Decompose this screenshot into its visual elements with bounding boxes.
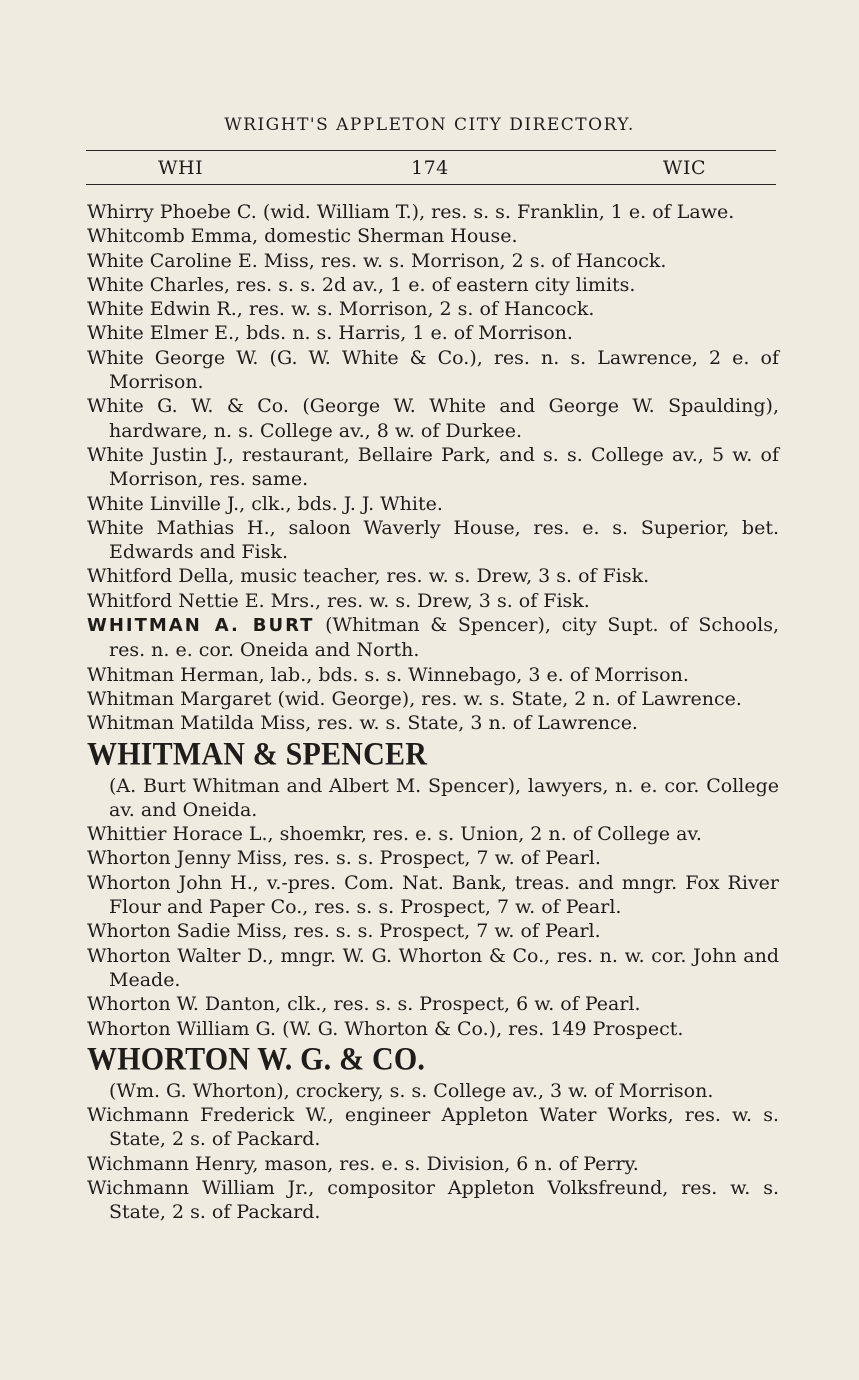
- display-heading: WHORTON W. G. & CO.: [87, 1040, 426, 1077]
- directory-entry: White Justin J., restaurant, Bellaire Park, and s. s. College av., 5 w. of Morrison, res. same.: [87, 443, 779, 491]
- guide-word-left: WHI: [158, 157, 204, 179]
- directory-entries: [87, 200, 779, 1225]
- directory-entry-featured: [87, 613, 779, 663]
- guide-word-right: WIC: [662, 157, 706, 179]
- guide-row: [86, 155, 776, 183]
- page-number: 174: [411, 157, 449, 179]
- display-entry-text: (A. Burt Whitman and Albert M. Spencer), lawyers, n. e. cor. College av. and Oneida.: [109, 774, 779, 821]
- directory-entry: Whorton Sadie Miss, res. s. s. Prospect, 7 w. of Pearl.: [87, 920, 601, 943]
- directory-entry: White Charles, res. s. s. 2d av., 1 e. of eastern city limits.: [87, 273, 636, 296]
- directory-entry: Whittier Horace L., shoemkr, res. e. s. Union, 2 n. of College av.: [87, 823, 702, 846]
- directory-entry: Whorton William G. (W. G. Whorton & Co.), res. 149 Prospect.: [87, 1017, 684, 1040]
- directory-entry: Whitman Margaret (wid. George), res. w. s. State, 2 n. of Lawrence.: [87, 687, 742, 710]
- directory-entry: Whorton Walter D., mngr. W. G. Whorton & Co., res. n. w. cor. John and Meade.: [87, 944, 779, 991]
- directory-entry: Whitford Della, music teacher, res. w. s. Drew, 3 s. of Fisk.: [87, 565, 650, 588]
- header-rule-bottom: [86, 184, 776, 185]
- directory-entry: Whirry Phoebe C. (wid. William T.), res. s. s. Franklin, 1 e. of Lawe.: [87, 201, 735, 223]
- directory-entry: Whorton John H., v.-pres. Com. Nat. Bank, treas. and mngr. Fox River Flour and Paper Co., res. s. s. Prospect, 7 w. of Pearl.: [87, 871, 779, 919]
- directory-entry: Whorton Jenny Miss, res. s. s. Prospect, 7 w. of Pearl.: [87, 847, 601, 870]
- display-heading: WHITMAN & SPENCER: [87, 735, 428, 772]
- directory-entry: White G. W. & Co. (George W. White and George W. Spaulding), hardware, n. s. College av., 8 w. of Durkee.: [87, 395, 779, 442]
- directory-entry: Wichmann William Jr., compositor Appleton Volksfreund, res. w. s. State, 2 s. of Packard.: [87, 1176, 779, 1224]
- directory-entry: White Mathias H., saloon Waverly House, res. e. s. Superior, bet. Edwards and Fisk.: [87, 516, 779, 564]
- directory-entry: Wichmann Frederick W., engineer Appleton Water Works, res. w. s. State, 2 s. of Packard.: [87, 1104, 779, 1151]
- directory-entry: Whitford Nettie E. Mrs., res. w. s. Drew, 3 s. of Fisk.: [87, 589, 590, 612]
- directory-entry: Whitman Matilda Miss, res. w. s. State, 3 n. of Lawrence.: [87, 712, 638, 735]
- directory-entry: Whitman Herman, lab., bds. s. s. Winnebago, 3 e. of Morrison.: [87, 663, 689, 686]
- display-entry-text: (Wm. G. Whorton), crockery, s. s. College av., 3 w. of Morrison.: [109, 1079, 714, 1102]
- directory-entry: Wichmann Henry, mason, res. e. s. Division, 6 n. of Perry.: [87, 1152, 639, 1175]
- directory-entry: White Linville J., clk., bds. J. J. White.: [87, 492, 443, 515]
- featured-name: WHITMAN A. BURT: [87, 615, 315, 637]
- featured-text: (Whitman & Spencer), city Supt. of Schools, res. n. e. cor. Oneida and North.: [109, 614, 779, 662]
- directory-entry: Whorton W. Danton, clk., res. s. s. Prospect, 6 w. of Pearl.: [87, 993, 641, 1016]
- directory-entry: White Elmer E., bds. n. s. Harris, 1 e. of Morrison.: [87, 322, 573, 345]
- directory-entry: White Caroline E. Miss, res. w. s. Morrison, 2 s. of Hancock.: [87, 249, 667, 272]
- directory-entry: White Edwin R., res. w. s. Morrison, 2 s. of Hancock.: [87, 298, 595, 321]
- directory-entry: Whitcomb Emma, domestic Sherman House.: [87, 225, 518, 248]
- directory-entry: White George W. (G. W. White & Co.), res. n. s. Lawrence, 2 e. of Morrison.: [87, 346, 779, 394]
- header-rule-top: [86, 150, 776, 151]
- running-title: WRIGHT'S APPLETON CITY DIRECTORY.: [224, 115, 635, 135]
